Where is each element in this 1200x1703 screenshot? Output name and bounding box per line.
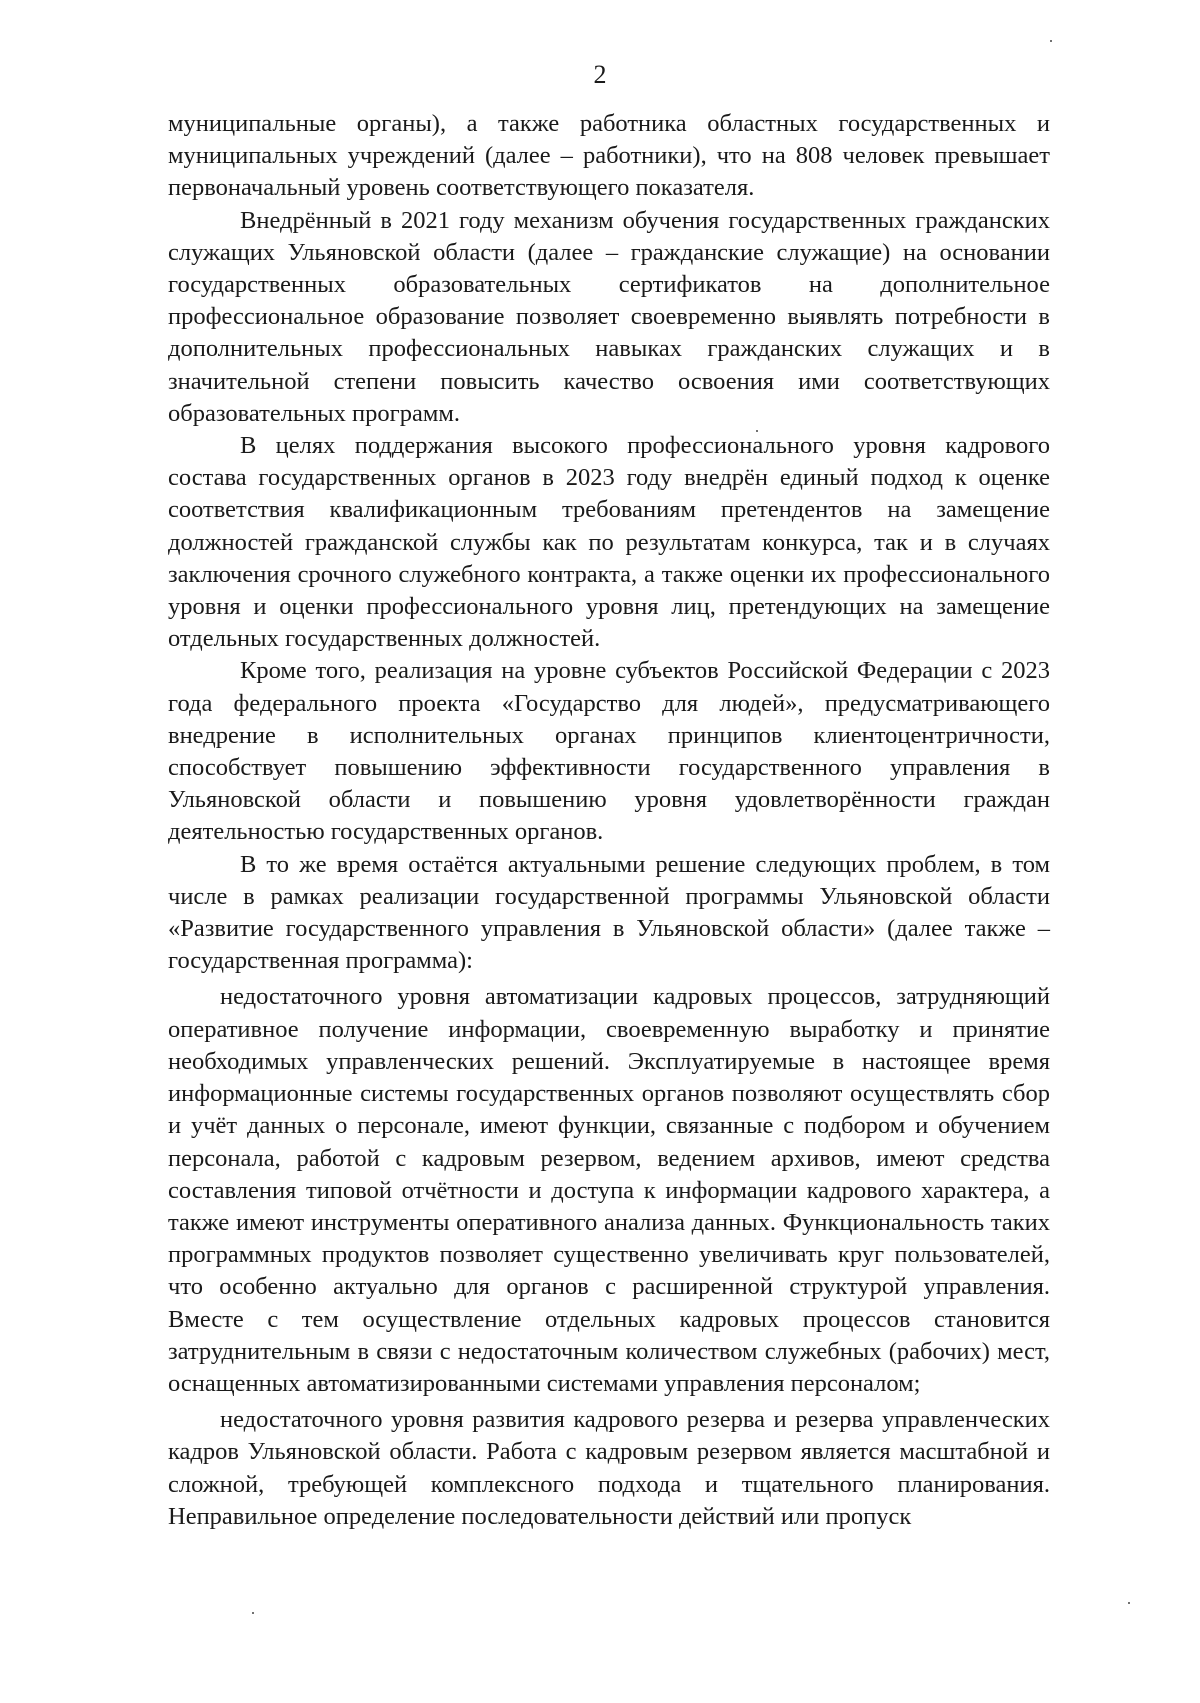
scan-speck — [252, 1612, 254, 1614]
paragraph-6: недостаточного уровня автоматизации кадровых процессов, затрудняющий оперативное получение информации, своевременную выработку и принятие необходимых управленческих решений. Эксплуатируемые в настоящее время информационные системы государственных органов позволяют осуществлять сбор и учёт данных о персонале, имеют функции, связанные с подбором и обучением персонала, работой с кадровым резервом, ведением архивов, имеют средства составления типовой отчётности и доступа к информации кадрового характера, а также имеют инструменты оперативного анализа данных. Функциональность таких программных продуктов позволяет существенно увеличивать круг пользователей, что особенно актуально для органов с расширенной структурой управления. Вместе с тем осуществление отдельных кадровых процессов становится затруднительным в связи с недостаточным количеством служебных (рабочих) мест, оснащенных автоматизированными системами управления персоналом; — [168, 983, 1050, 1397]
paragraph-3: В целях поддержания высокого профессионального уровня кадрового состава государственных органов в 2023 году внедрён единый подход к оценке соответствия квалификационным требованиям претендентов на замещение должностей гражданской службы как по результатам конкурса, так и в случаях заключения срочного служебного контракта, а также оценки их профессионального уровня и оценки профессионального уровня лиц, претендующих на замещение отдельных государственных должностей. — [168, 432, 1050, 653]
scan-speck — [756, 430, 758, 432]
paragraph-1: муниципальные органы), а также работника областных государственных и муниципальных учреждений (далее – работники), что на 808 человек превышает первоначальный уровень соответствующего показателя. — [168, 110, 1050, 202]
scan-speck — [1128, 1602, 1130, 1604]
page-number: 2 — [593, 60, 607, 89]
document-body — [168, 108, 1050, 1533]
scan-speck — [1050, 40, 1052, 42]
paragraph-7: недостаточного уровня развития кадрового резерва и резерва управленческих кадров Ульяновской области. Работа с кадровым резервом является масштабной и сложной, требующей комплексного подхода и тщательного планирования. Неправильное определение последовательности действий или пропуск — [168, 1406, 1050, 1530]
paragraph-5: В то же время остаётся актуальными решение следующих проблем, в том числе в рамках реализации государственной программы Ульяновской области «Развитие государственного управления в Ульяновской области» (далее также – государственная программа): — [168, 850, 1050, 975]
paragraph-4: Кроме того, реализация на уровне субъектов Российской Федерации с 2023 года федерального проекта «Государство для людей», предусматривающего внедрение в исполнительных органах принципов клиентоцентричности, способствует повышению эффективности государственного управления в Ульяновской области и повышению уровня удовлетворённости граждан деятельностью государственных органов. — [168, 657, 1050, 846]
paragraph-2: Внедрённый в 2021 году механизм обучения государственных гражданских служащих Ульяновской области (далее – гражданские служащие) на основании государственных образовательных сертификатов на дополнительное профессиональное образование позволяет своевременно выявлять потребности в дополнительных профессиональных навыках гражданских служащих и в значительной степени повысить качество освоения ими соответствующих образовательных программ. — [168, 206, 1050, 427]
